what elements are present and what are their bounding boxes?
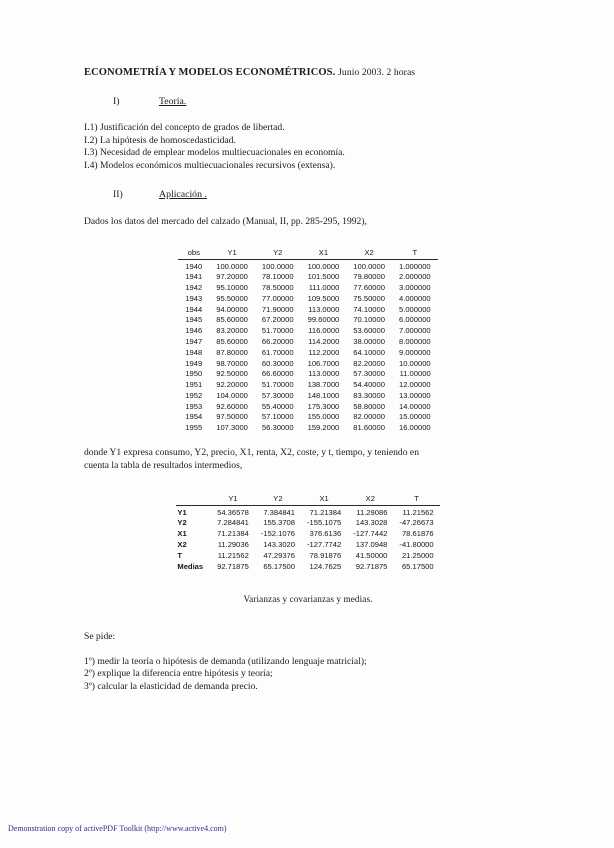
cell-x1: 106.7000 <box>307 358 340 368</box>
cell-y2: 77.00000 <box>261 293 294 303</box>
cell-x1: 148.1000 <box>307 390 340 400</box>
matrix-cell: 65.17500 <box>401 562 434 572</box>
matrix-cell: 124.7625 <box>309 562 342 572</box>
matrix-row-header: Medias <box>177 562 204 572</box>
cell-x2: 54.40000 <box>353 380 385 390</box>
cell-y1: 98.70000 <box>216 358 248 368</box>
table-body <box>178 259 437 433</box>
cell-x1: 159.2000 <box>307 423 340 433</box>
table-row <box>178 347 437 358</box>
table-row <box>178 259 437 271</box>
activepdf-watermark: Demonstration copy of activePDF Toolkit (http://www.active4.com) <box>8 824 227 833</box>
cell-y2: 55.40000 <box>261 401 294 411</box>
cell-y2: 66.20000 <box>261 337 294 347</box>
teoria-item: I.3) Necesidad de emplear modelos multiecuacionales en economía. <box>84 147 345 159</box>
matrix-cell: 155.3708 <box>263 518 296 528</box>
cell-obs: 1940 <box>185 261 203 271</box>
cell-t: 12.00000 <box>398 380 431 390</box>
table-row <box>178 390 437 401</box>
matrix-column-header: X1 <box>301 493 347 505</box>
cell-obs: 1955 <box>185 423 203 433</box>
cell-x2: 57.30000 <box>353 369 385 379</box>
matrix-column-header: T <box>393 493 439 505</box>
cell-x1: 99.60000 <box>307 315 340 325</box>
matrix-cell: 78.91876 <box>309 551 342 561</box>
cell-x2: 79.80000 <box>353 272 385 282</box>
section-label-1: Teoría. <box>159 96 187 107</box>
matrix-row-header: X1 <box>177 529 187 539</box>
cell-obs: 1946 <box>185 326 203 336</box>
cell-y1: 107.3000 <box>216 423 248 433</box>
cell-y2: 67.20000 <box>261 315 294 325</box>
cell-t: 15.00000 <box>398 412 431 422</box>
cell-x2: 82.00000 <box>353 412 385 422</box>
matrix-cell: -152.1076 <box>260 529 296 539</box>
cell-y1: 92.60000 <box>216 401 248 411</box>
cell-y2: 51.70000 <box>261 380 294 390</box>
cell-y2: 60.30000 <box>261 358 294 368</box>
matrix-cell: -47.26673 <box>399 518 434 528</box>
cell-x1: 175.3000 <box>307 401 340 411</box>
cell-t: 8.000000 <box>398 337 431 347</box>
matrix-row-header: T <box>177 551 183 561</box>
matrix-cell: -127.7742 <box>307 540 342 550</box>
column-header: X1 <box>301 247 347 259</box>
cell-obs: 1953 <box>185 401 203 411</box>
cell-y2: 56.30000 <box>261 423 294 433</box>
column-header: Y2 <box>255 247 301 259</box>
cell-x2: 77.60000 <box>353 283 385 293</box>
table-row <box>178 336 437 347</box>
matrix-cell: -127.7442 <box>353 529 388 539</box>
matrix-cell: 137.0948 <box>355 540 388 550</box>
matrix-corner-header <box>176 493 211 505</box>
cell-t: 16.00000 <box>398 423 431 433</box>
matrix-column-header: Y1 <box>211 493 255 505</box>
cell-x1: 113.0000 <box>308 369 340 379</box>
cell-t: 6.000000 <box>398 315 431 325</box>
matrix-header-row <box>176 493 439 505</box>
matrix-table-container <box>84 493 532 573</box>
section-roman-2: II) <box>113 189 123 201</box>
data-table-container <box>84 247 532 433</box>
teoria-item: I.2) La hipótesis de homoscedasticidad. <box>84 134 236 146</box>
table-header <box>178 247 437 259</box>
cell-obs: 1950 <box>185 369 203 379</box>
cell-y1: 87.80000 <box>216 347 248 357</box>
cell-x1: 116.0000 <box>308 326 340 336</box>
cell-x2: 70.10000 <box>353 315 385 325</box>
matrix-column-header: X2 <box>347 493 393 505</box>
table-caption: Varianzas y covarianzas y medias. <box>243 593 373 604</box>
column-header: T <box>392 247 438 259</box>
table-row <box>178 412 437 423</box>
matrix-cell: 78.61876 <box>401 529 434 539</box>
matrix-cell: 11.29036 <box>217 540 249 550</box>
page-title <box>84 66 532 79</box>
matrix-cell: 92.71875 <box>217 562 249 572</box>
cell-t: 14.00000 <box>398 401 431 411</box>
cell-t: 13.00000 <box>398 390 431 400</box>
cell-y2: 78.10000 <box>261 272 294 282</box>
cell-t: 11.00000 <box>399 369 431 379</box>
cell-t: 2.000000 <box>398 272 431 282</box>
cell-t: 4.000000 <box>398 293 431 303</box>
cell-x1: 112.2000 <box>308 347 340 357</box>
matrix-cell: 54.36578 <box>217 507 249 517</box>
variance-covariance-table <box>176 493 439 573</box>
matrix-cell: 65.17500 <box>263 562 296 572</box>
cell-x2: 64.10000 <box>353 347 385 357</box>
matrix-row-header: Y2 <box>177 518 187 528</box>
matrix-cell: 7.284841 <box>217 518 249 528</box>
section-heading-aplicacion <box>84 188 532 202</box>
table-row <box>178 315 437 326</box>
cell-x2: 74.10000 <box>353 304 385 314</box>
document-content <box>84 66 532 694</box>
matrix-cell: 376.6136 <box>309 529 342 539</box>
cell-x1: 155.0000 <box>307 412 340 422</box>
se-pide-item: 2º) explique la diferencia entre hipótesis y teoría; <box>84 668 273 680</box>
cell-y1: 92.20000 <box>216 380 248 390</box>
matrix-cell: 41.50000 <box>355 551 388 561</box>
cell-t: 9.000000 <box>398 347 431 357</box>
table-row <box>178 283 437 294</box>
cell-y1: 100.0000 <box>216 261 248 271</box>
cell-y1: 95.10000 <box>216 283 248 293</box>
cell-x2: 81.60000 <box>353 423 385 433</box>
table-row <box>176 540 439 551</box>
cell-obs: 1942 <box>185 283 203 293</box>
cell-x1: 101.5000 <box>307 272 340 282</box>
table-row <box>176 529 439 540</box>
teoria-item-list <box>84 122 532 172</box>
shoe-market-data-table <box>178 247 437 433</box>
matrix-row-header: X2 <box>177 540 187 550</box>
table-row <box>176 518 439 529</box>
cell-obs: 1954 <box>185 412 203 422</box>
cell-x2: 82.20000 <box>353 358 385 368</box>
cell-x1: 114.2000 <box>308 337 340 347</box>
se-pide-item: 3º) calcular la elasticidad de demanda precio. <box>84 681 258 693</box>
teoria-item: I.4) Modelos económicos multiecuacionales recursivos (extensa). <box>84 159 336 171</box>
cell-y2: 57.30000 <box>261 390 294 400</box>
cell-x1: 113.0000 <box>308 304 340 314</box>
cell-y1: 97.20000 <box>216 272 248 282</box>
column-header: X2 <box>346 247 392 259</box>
se-pide-item: 1º) medir la teoría o hipótesis de demanda (utilizando lenguaje matricial); <box>84 655 367 667</box>
cell-x1: 111.0000 <box>308 283 340 293</box>
cell-y2: 100.0000 <box>261 261 294 271</box>
cell-x1: 109.5000 <box>307 293 340 303</box>
cell-x2: 75.50000 <box>353 293 385 303</box>
section-label-2: Aplicación . <box>159 189 207 201</box>
cell-y1: 85.60000 <box>216 315 248 325</box>
cell-y2: 71.90000 <box>261 304 294 314</box>
table-row <box>178 272 437 283</box>
cell-y1: 92.50000 <box>216 369 248 379</box>
cell-x1: 100.0000 <box>307 261 340 271</box>
middle-paragraph <box>84 447 532 473</box>
se-pide-list <box>84 656 532 694</box>
matrix-cell: 11.21562 <box>217 551 249 561</box>
table-row <box>178 358 437 369</box>
table-row <box>176 562 439 573</box>
matrix-cell: -155.1075 <box>307 518 342 528</box>
cell-x2: 58.80000 <box>353 401 385 411</box>
section-roman-1: I) <box>113 96 120 107</box>
cell-t: 10.00000 <box>398 358 431 368</box>
teoria-item: I.1) Justificación del concepto de grados de libertad. <box>84 122 285 133</box>
table-row <box>176 551 439 562</box>
table-row <box>178 304 437 315</box>
cell-y1: 85.60000 <box>216 337 248 347</box>
matrix-column-header: Y2 <box>255 493 301 505</box>
cell-y1: 95.50000 <box>216 293 248 303</box>
table-header-row <box>178 247 437 259</box>
cell-x2: 53.60000 <box>353 326 385 336</box>
title-main: ECONOMETRÍA Y MODELOS ECONOMÉTRICOS. <box>84 67 336 78</box>
cell-y1: 83.20000 <box>216 326 248 336</box>
cell-x1: 138.7000 <box>307 380 340 390</box>
table-row <box>178 380 437 391</box>
table-row <box>178 293 437 304</box>
title-subtitle: Junio 2003. 2 horas <box>338 67 416 78</box>
matrix-cell: 143.3028 <box>355 518 388 528</box>
cell-obs: 1941 <box>185 272 203 282</box>
cell-x2: 83.30000 <box>353 390 385 400</box>
cell-obs: 1944 <box>185 304 203 314</box>
middle-paragraph-line-2: cuenta la tabla de resultados intermedios, <box>84 460 243 472</box>
matrix-header <box>176 493 439 505</box>
column-header: Y1 <box>209 247 255 259</box>
matrix-row-header: Y1 <box>177 507 187 517</box>
table-row <box>178 369 437 380</box>
middle-paragraph-line-1: donde Y1 expresa consumo, Y2, precio, X1, renta, X2, coste, y t, tiempo, y teniendo en <box>84 447 419 459</box>
cell-y1: 97.50000 <box>216 412 248 422</box>
table-row <box>178 423 437 434</box>
column-header: obs <box>178 247 209 259</box>
matrix-cell: 21.25000 <box>401 551 434 561</box>
matrix-cell: 7.384841 <box>263 507 296 517</box>
cell-obs: 1945 <box>185 315 203 325</box>
matrix-cell: -41.80000 <box>399 540 434 550</box>
cell-y2: 61.70000 <box>261 347 294 357</box>
cell-y1: 94.00000 <box>216 304 248 314</box>
cell-obs: 1949 <box>185 358 203 368</box>
table-row <box>178 326 437 337</box>
cell-obs: 1943 <box>185 293 203 303</box>
cell-y1: 104.0000 <box>216 390 248 400</box>
cell-y2: 66.60000 <box>261 369 294 379</box>
cell-t: 5.000000 <box>398 304 431 314</box>
matrix-body <box>176 505 439 572</box>
matrix-cell: 71.21384 <box>217 529 249 539</box>
cell-obs: 1947 <box>185 337 203 347</box>
matrix-cell: 71.21384 <box>309 507 342 517</box>
section-heading-teoria <box>84 95 532 109</box>
cell-t: 1.000000 <box>398 261 431 271</box>
cell-obs: 1948 <box>185 347 203 357</box>
cell-t: 3.000000 <box>398 283 431 293</box>
cell-y2: 51.70000 <box>261 326 294 336</box>
cell-x2: 100.0000 <box>353 261 385 271</box>
cell-obs: 1951 <box>185 380 203 390</box>
intro-paragraph: Dados los datos del mercado del calzado (Manual, II, pp. 285-295, 1992), <box>84 216 367 228</box>
cell-y2: 57.10000 <box>261 412 294 422</box>
cell-t: 7.000000 <box>398 326 431 336</box>
matrix-cell: 92.71875 <box>355 562 388 572</box>
cell-obs: 1952 <box>185 390 203 400</box>
matrix-cell: 143.3020 <box>263 540 296 550</box>
cell-x2: 38.00000 <box>353 337 385 347</box>
cell-y2: 78.50000 <box>261 283 294 293</box>
table-row <box>178 401 437 412</box>
matrix-cell: 11.21562 <box>402 507 434 517</box>
se-pide-label: Se pide: <box>84 630 116 642</box>
matrix-cell: 11.29086 <box>356 507 388 517</box>
table-row <box>176 505 439 518</box>
matrix-cell: 47.29376 <box>263 551 296 561</box>
